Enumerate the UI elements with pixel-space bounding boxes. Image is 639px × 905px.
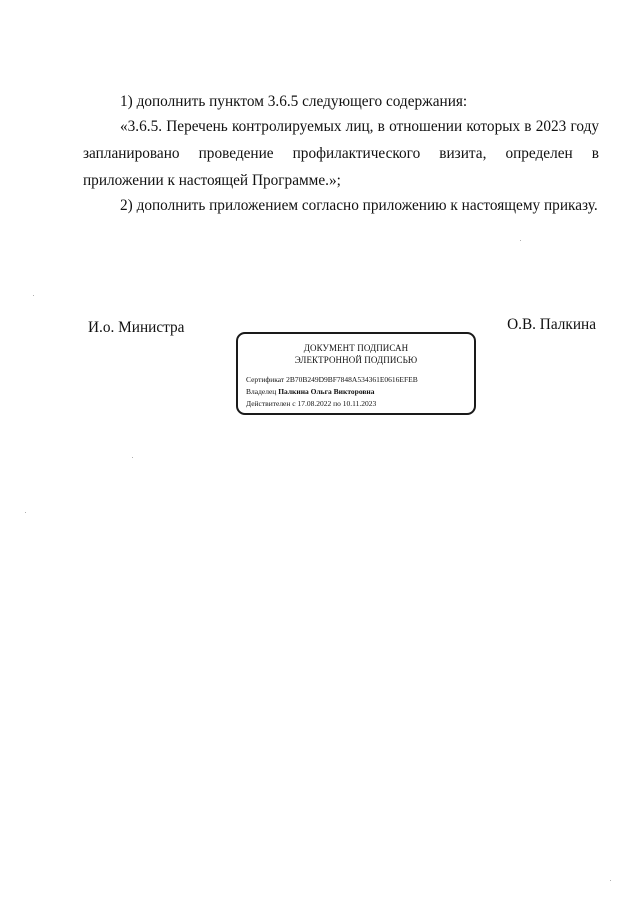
scan-speck (520, 240, 521, 241)
valid-from-label: с (292, 399, 296, 408)
certificate-label: Сертификат (246, 375, 285, 384)
scan-speck (25, 512, 26, 513)
signatory-name: О.В. Палкина (507, 316, 596, 333)
valid-label: Действителен (246, 399, 291, 408)
scan-speck (132, 457, 133, 458)
valid-to-date: 10.11.2023 (342, 399, 377, 408)
certificate-value: 2B70B249D9BF7848A534361E0616EFEB (286, 375, 418, 384)
stamp-header-line-2: ЭЛЕКТРОННОЙ ПОДПИСЬЮ (294, 355, 418, 365)
stamp-owner-row (246, 386, 474, 398)
stamp-validity-row (246, 398, 474, 410)
signatory-title: И.о. Министра (88, 319, 185, 336)
owner-value: Палкина Ольга Викторовна (278, 387, 375, 396)
paragraph-quote-3-6-5: «3.6.5. Перечень контролируемых лиц, в отношении которых в 2023 году запланировано проведение профилактического визита, определен в приложении к настоящей Программе.»; (83, 118, 599, 189)
paragraph-amendment-2: 2) дополнить приложением согласно приложению к настоящему приказу. (120, 197, 598, 214)
valid-to-label: по (333, 399, 341, 408)
valid-from-date: 17.08.2022 (297, 399, 332, 408)
stamp-certificate-row (246, 374, 474, 386)
scan-speck (33, 295, 34, 296)
paragraph-amendment-1: 1) дополнить пунктом 3.6.5 следующего содержания: (120, 93, 468, 110)
stamp-header-line-1: ДОКУМЕНТ ПОДПИСАН (303, 343, 409, 353)
owner-label: Владелец (246, 387, 277, 396)
scan-speck (610, 880, 611, 881)
electronic-signature-stamp (236, 332, 476, 415)
